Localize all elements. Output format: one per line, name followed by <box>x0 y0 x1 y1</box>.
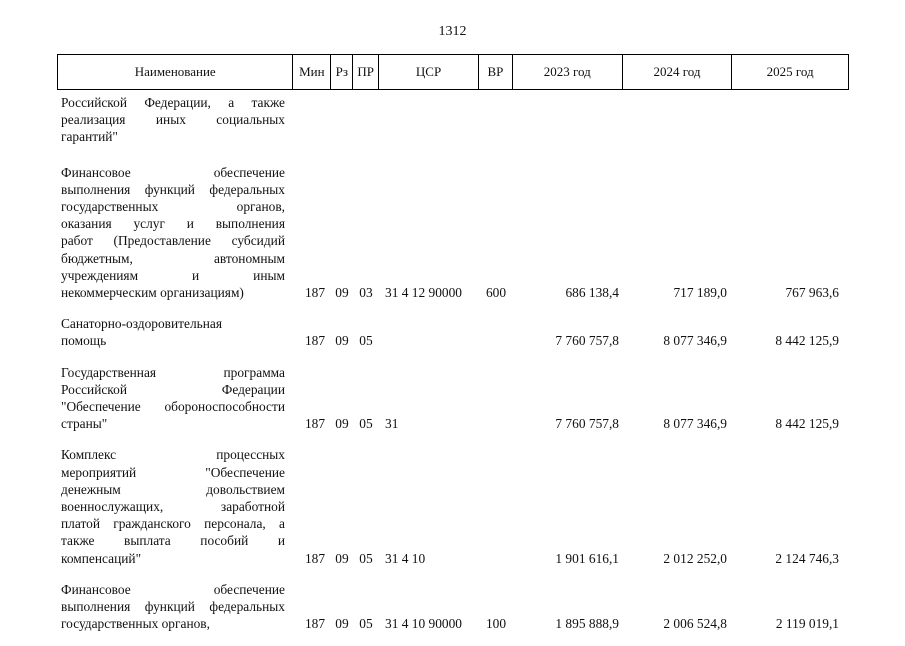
row-name-line: оказания услуг и выполнения <box>61 216 285 232</box>
row-name-line: Российской Федерации, а также <box>61 95 285 110</box>
row-value-2024: 8 077 346,9 <box>663 416 727 432</box>
row-rz: 09 <box>335 616 349 632</box>
table-row <box>57 315 849 349</box>
header-csr: ЦСР <box>379 55 479 89</box>
table-row <box>57 164 849 302</box>
row-name-line: "Обеспечение обороноспособности <box>61 399 285 415</box>
page-number: 1312 <box>438 24 467 39</box>
row-name-line: Финансовое обеспечение <box>61 581 285 597</box>
row-value-2025: 8 442 125,9 <box>775 416 839 432</box>
row-name-line: государственных органов, <box>61 616 210 632</box>
row-pr: 03 <box>359 285 373 301</box>
row-name-line: работ (Предоставление субсидий <box>61 233 285 249</box>
row-vr: 100 <box>485 616 507 632</box>
row-value-2025: 767 963,6 <box>785 285 839 301</box>
row-value-2024: 2 012 252,0 <box>663 550 727 566</box>
row-name-line: Государственная программа <box>61 364 285 380</box>
row-name-line: гарантий" <box>61 129 118 145</box>
header-name: Наименование <box>58 55 293 89</box>
row-name <box>57 315 293 349</box>
row-name-line: Финансовое обеспечение <box>61 164 285 180</box>
row-value-2023: 7 760 757,8 <box>555 333 619 349</box>
row-pr: 05 <box>359 416 373 432</box>
row-pr: 05 <box>359 333 373 349</box>
row-name-line: платой гражданского персонала, а <box>61 516 285 532</box>
table-row <box>57 94 849 146</box>
row-name <box>57 581 293 633</box>
header-2023: 2023 год <box>513 55 623 89</box>
row-rz: 09 <box>335 333 349 349</box>
row-name-line: помощь <box>61 333 107 349</box>
row-name-line: Комплекс процессных <box>61 447 285 463</box>
row-name-line: государственных органов, <box>61 199 285 215</box>
row-name-line: компенсаций" <box>61 550 142 566</box>
header-2024: 2024 год <box>623 55 733 89</box>
row-value-2024: 2 006 524,8 <box>663 616 727 632</box>
table-row <box>57 581 849 633</box>
row-value-2023: 686 138,4 <box>565 285 619 301</box>
table-header <box>57 54 849 90</box>
row-name-line: военнослужащих, заработной <box>61 499 285 515</box>
row-value-2025: 8 442 125,9 <box>775 333 839 349</box>
row-rz: 09 <box>335 550 349 566</box>
row-pr: 05 <box>359 550 373 566</box>
row-name-line: денежным довольствием <box>61 481 285 497</box>
row-csr: 31 4 12 90000 <box>385 285 462 301</box>
row-name-line: Российской Федерации <box>61 381 285 397</box>
row-name-line: некоммерческим организациям) <box>61 285 244 301</box>
row-name-line: учреждениям и иным <box>61 267 285 283</box>
row-name <box>57 364 293 433</box>
row-name-line: страны" <box>61 416 108 432</box>
table-row <box>57 446 849 566</box>
row-value-2023: 1 895 888,9 <box>555 616 619 632</box>
table-row <box>57 364 849 433</box>
header-rz: Рз <box>331 55 353 89</box>
table-body <box>57 94 849 646</box>
row-value-2025: 2 124 746,3 <box>775 550 839 566</box>
row-name <box>57 446 293 566</box>
row-value-2024: 717 189,0 <box>673 285 727 301</box>
row-csr: 31 4 10 90000 <box>385 616 462 632</box>
row-rz: 09 <box>335 285 349 301</box>
header-pr: ПР <box>353 55 379 89</box>
row-csr: 31 4 10 <box>385 550 426 566</box>
row-csr: 31 <box>385 416 399 432</box>
row-min: 187 <box>304 285 326 301</box>
row-min: 187 <box>304 616 326 632</box>
row-name <box>57 164 293 302</box>
row-name-line: реализация иных социальных <box>61 112 285 128</box>
row-vr: 600 <box>485 285 507 301</box>
header-vr: ВР <box>479 55 513 89</box>
header-min: Мин <box>293 55 331 89</box>
row-min: 187 <box>304 333 326 349</box>
row-value-2024: 8 077 346,9 <box>663 333 727 349</box>
row-value-2023: 1 901 616,1 <box>555 550 619 566</box>
row-name-line: бюджетным, автономным <box>61 250 285 266</box>
row-min: 187 <box>304 416 326 432</box>
row-name <box>57 94 293 146</box>
row-name-line: также выплата пособий и <box>61 533 285 549</box>
header-2025: 2025 год <box>766 64 814 79</box>
row-name-line: выполнения функций федеральных <box>61 599 285 615</box>
row-rz: 09 <box>335 416 349 432</box>
row-min: 187 <box>304 550 326 566</box>
row-pr: 05 <box>359 616 373 632</box>
row-value-2023: 7 760 757,8 <box>555 416 619 432</box>
row-name-line: выполнения функций федеральных <box>61 181 285 197</box>
row-value-2025: 2 119 019,1 <box>775 616 839 632</box>
row-name-line: Санаторно-оздоровительная <box>61 316 223 332</box>
row-name-line: мероприятий "Обеспечение <box>61 464 285 480</box>
